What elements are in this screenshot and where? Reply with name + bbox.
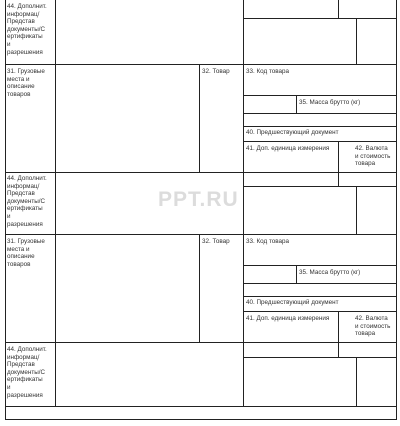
divider-31	[55, 64, 56, 172]
box-31-label-2: 31. Грузовые места и описание товаров	[7, 238, 45, 268]
divider-32-b	[199, 234, 200, 342]
line-41-bottom	[243, 172, 396, 173]
line-40-top	[243, 126, 396, 127]
divider-44-c-mid	[338, 342, 339, 357]
box-33-label-2: 33. Код товара	[246, 238, 290, 245]
divider-35	[296, 95, 297, 113]
line-33-b-bottom	[243, 265, 396, 266]
box-32-label-2: 32. Товар	[202, 238, 230, 245]
line-44-top-short	[243, 18, 396, 19]
box-40-label: 40. Предшествующий документ	[246, 129, 339, 136]
box-44-label-2: 44. Дополнит. информац/ Представ документы/С ертификаты и разрешения	[7, 175, 47, 228]
divider-44-b	[55, 172, 56, 234]
divider-33	[243, 64, 244, 172]
line-35-bottom	[243, 113, 396, 114]
box-32-label: 32. Товар	[202, 68, 230, 75]
line-44-b-mid	[243, 186, 396, 187]
divider-44-top-mid	[338, 0, 339, 18]
line-section-5-bottom	[5, 406, 397, 407]
line-33-bottom	[243, 95, 396, 96]
divider-41-b	[338, 311, 339, 342]
divider-44-b-right2	[356, 186, 357, 234]
form-bottom-border	[5, 419, 397, 420]
box-44-label: 44. Дополнит. информац/ Представ документы/С ертификаты и разрешения	[7, 3, 47, 56]
line-section-3-top	[5, 172, 248, 173]
divider-44-top-right2	[356, 18, 357, 64]
box-41-label: 41. Доп. единица измерения	[246, 145, 330, 152]
line-section-1-bottom	[5, 64, 397, 65]
divider-41	[338, 141, 339, 172]
box-42-label-2: 42. Валюта и стоимость товара	[355, 315, 391, 338]
box-31-label: 31. Грузовые места и описание товаров	[7, 68, 45, 98]
divider-44-top-right	[243, 0, 244, 64]
box-40-label-2: 40. Предшествующий документ	[246, 299, 339, 306]
divider-44-top	[55, 0, 56, 64]
box-41-label-2: 41. Доп. единица измерения	[246, 315, 330, 322]
divider-32	[199, 64, 200, 172]
divider-44-b-right	[243, 172, 244, 234]
line-40-b-top	[243, 296, 396, 297]
form-right-border	[396, 0, 397, 420]
watermark-text: PPT.RU	[158, 188, 239, 211]
box-44-label-3: 44. Дополнит. информац/ Представ документы/С ертификаты и разрешения	[7, 346, 47, 399]
box-35-label: 35. Масса брутто (кг)	[299, 99, 361, 106]
divider-35-b	[296, 265, 297, 283]
line-section-5-top	[5, 342, 248, 343]
divider-44-c-right	[243, 342, 244, 406]
box-35-label-2: 35. Масса брутто (кг)	[299, 269, 361, 276]
line-40-b-bottom	[243, 311, 396, 312]
form-left-border	[5, 0, 6, 420]
divider-31-b	[55, 234, 56, 342]
divider-44-c-right2	[356, 357, 357, 406]
box-33-label: 33. Код товара	[246, 68, 290, 75]
line-35-b-bottom	[243, 283, 396, 284]
box-42-label: 42. Валюта и стоимость товара	[355, 145, 391, 168]
divider-44-c	[55, 342, 56, 406]
divider-33-b	[243, 234, 244, 342]
line-40-bottom	[243, 141, 396, 142]
divider-44-b-mid	[338, 172, 339, 186]
line-section-3-bottom	[5, 234, 397, 235]
line-41-b-bottom	[243, 342, 396, 343]
line-44-c-mid	[243, 357, 396, 358]
